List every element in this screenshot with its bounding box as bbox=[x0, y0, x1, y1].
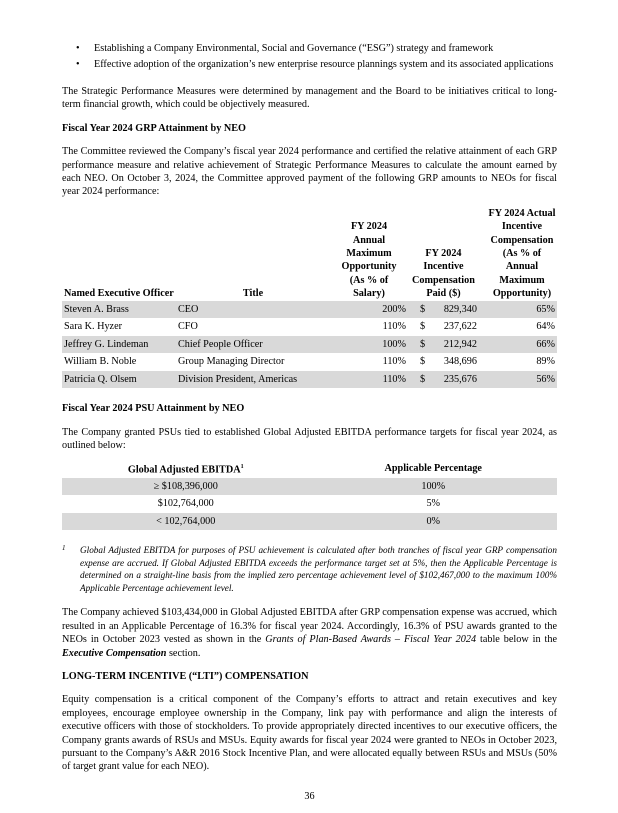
cell-cur: $ bbox=[420, 356, 426, 368]
cell-ebitda: $102,764,000 bbox=[157, 498, 214, 510]
cell-name: Sara K. Hyzer bbox=[64, 321, 122, 333]
text: table below in the bbox=[476, 634, 557, 646]
table-row bbox=[62, 513, 557, 531]
paragraph: The Strategic Performance Measures were determined by management and the Board to be initiatives critical to long-term financial growth, which could be objectively measured. bbox=[62, 86, 557, 111]
cell-max: 100% bbox=[330, 336, 408, 354]
cell-paid: 348,696 bbox=[443, 356, 477, 368]
table-row bbox=[62, 318, 557, 336]
paragraph: The Committee reviewed the Company’s fiscal year 2024 performance and certified the relative attainment of each GRP performance measure and relative achievement of Strategic Performance Measures to calculate the amount earned by each NEO. On October 3, 2024, the Committee approved payment of the following GRP amounts to NEOs for fiscal year 2024 performance: bbox=[62, 146, 557, 198]
list-item: • Effective adoption of the organization’s new enterprise resource plannings system and its associated applications bbox=[76, 58, 554, 70]
cell-title: Group Managing Director bbox=[178, 356, 285, 368]
column-header: FY 2024 Incentive Compensation Paid ($) bbox=[412, 248, 475, 300]
cell-actual: 89% bbox=[536, 356, 555, 368]
cell-actual: 64% bbox=[536, 321, 555, 333]
cell-ebitda: < 102,764,000 bbox=[62, 513, 310, 531]
cell-title: Division President, Americas bbox=[176, 371, 330, 389]
cell-pct: 0% bbox=[310, 513, 558, 531]
column-header: Title bbox=[242, 288, 264, 300]
text: section. bbox=[166, 647, 201, 659]
section-heading: LONG-TERM INCENTIVE (“LTI”) COMPENSATION bbox=[62, 671, 309, 683]
cell-cur: $ bbox=[408, 336, 432, 354]
cell-ebitda: ≥ $108,396,000 bbox=[62, 478, 310, 496]
table-row bbox=[62, 495, 557, 513]
paragraph: The Company granted PSUs tied to established Global Adjusted EBITDA performance targets for fiscal year 2024, as outlined below: bbox=[62, 426, 557, 451]
bullet-text: Establishing a Company Environmental, Social and Governance (“ESG”) strategy and framework bbox=[94, 43, 494, 54]
paragraph: Equity compensation is a critical component of the Company’s efforts to attract and retain executives and key employees, encourage employee ownership in the Company, link pay with performance and align the interests of executive officers with those of stockholders. To provide appropriately directed incentives to our executive officers, the Company grants awards of RSUs and MSUs. Equity awards for fiscal year 2024 were granted to NEOs in October 2023, pursuant to the Company’s A&R 2016 Stock Incentive Plan, and were allocated equally between RSUs and MSUs (50% of target grant value for each NEO). bbox=[62, 694, 557, 773]
list-item: • Establishing a Company Environmental, Social and Governance (“ESG”) strategy and framework bbox=[76, 43, 494, 54]
footnote-mark: 1 bbox=[62, 544, 66, 553]
grp-table bbox=[62, 207, 557, 388]
bullet-text: Effective adoption of the organization’s new enterprise resource plannings system and its associated applications bbox=[94, 58, 554, 70]
footnote bbox=[62, 544, 557, 594]
table-row bbox=[62, 371, 557, 389]
table-row bbox=[62, 478, 557, 496]
table-row bbox=[62, 336, 557, 354]
bold-italic-text: Executive Compensation bbox=[62, 647, 167, 659]
cell-max: 110% bbox=[330, 371, 408, 389]
cell-pct: 100% bbox=[310, 478, 558, 496]
column-header: Named Executive Officer bbox=[64, 288, 174, 300]
section-heading: Fiscal Year 2024 PSU Attainment by NEO bbox=[62, 403, 245, 415]
cell-name: Steven A. Brass bbox=[62, 301, 176, 319]
cell-paid: 212,942 bbox=[432, 336, 479, 354]
cell-paid: 235,676 bbox=[432, 371, 479, 389]
cell-actual: 65% bbox=[479, 301, 557, 319]
cell-actual: 66% bbox=[479, 336, 557, 354]
cell-max: 200% bbox=[330, 301, 408, 319]
column-header: FY 2024 Actual Incentive Compensation (As % of Annual Maximum Opportunity) bbox=[488, 207, 556, 300]
column-header: Applicable Percentage bbox=[384, 463, 482, 475]
table-row bbox=[62, 301, 557, 319]
column-header: FY 2024 Annual Maximum Opportunity (As % of Salary) bbox=[341, 221, 397, 300]
italic-text: Grants of Plan-Based Awards – Fiscal Year 2024 bbox=[265, 634, 477, 646]
cell-max: 110% bbox=[382, 321, 406, 333]
cell-title: CEO bbox=[176, 301, 330, 319]
cell-name: Patricia Q. Olsem bbox=[62, 371, 176, 389]
cell-actual: 56% bbox=[479, 371, 557, 389]
cell-name: Jeffrey G. Lindeman bbox=[62, 336, 176, 354]
paragraph bbox=[62, 606, 557, 660]
cell-max: 110% bbox=[382, 356, 406, 368]
cell-cur: $ bbox=[408, 301, 432, 319]
cell-cur: $ bbox=[420, 321, 426, 333]
psu-table bbox=[62, 460, 557, 530]
cell-title: CFO bbox=[178, 321, 198, 333]
cell-paid: 829,340 bbox=[432, 301, 479, 319]
page-number: 36 bbox=[304, 790, 315, 802]
footnote-ref: 1 bbox=[240, 464, 244, 471]
cell-title: Chief People Officer bbox=[176, 336, 330, 354]
cell-paid: 237,622 bbox=[443, 321, 477, 333]
text: The Company achieved $103,434,000 in Global Adjusted EBITDA after GRP compensation expense was accrued, which resulted in an Applicable Percentage of 16.3% for fiscal year 2024. Accordingly, 16.3% of PSU awards granted to the NEOs in October 2023 vested as shown in the bbox=[62, 607, 557, 646]
section-heading: Fiscal Year 2024 GRP Attainment by NEO bbox=[62, 122, 246, 134]
bullet-list bbox=[62, 42, 557, 73]
cell-pct: 5% bbox=[426, 498, 441, 510]
cell-cur: $ bbox=[408, 371, 432, 389]
column-header bbox=[62, 460, 310, 478]
header-text: Global Adjusted EBITDA bbox=[127, 464, 241, 476]
table-row bbox=[62, 353, 557, 371]
footnote-text: Global Adjusted EBITDA for purposes of PSU achievement is calculated after both tranches of fiscal year GRP compensation expense are accrued. If Global Adjusted EBITDA exceeds the performance target set at 5%, then the Applicable Percentage is determined on a straight-line basis from the implied zero percentage achievement level of $102,467,000 to the maximum 100% Applicable Percentage achievement level. bbox=[80, 545, 557, 593]
cell-name: William B. Noble bbox=[64, 356, 137, 368]
